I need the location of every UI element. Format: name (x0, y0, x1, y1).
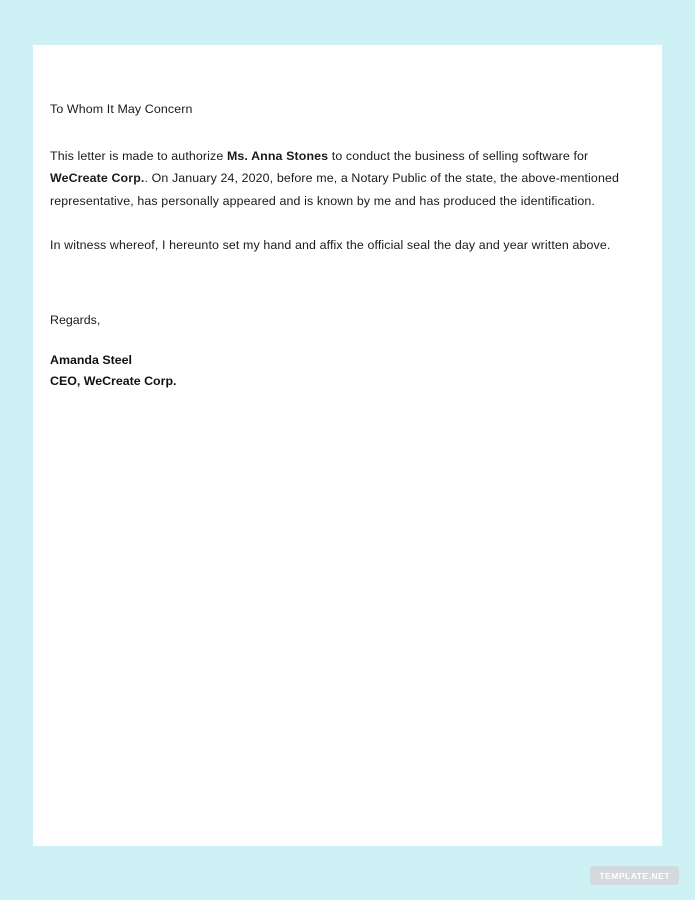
letter-paragraph-1 (50, 145, 640, 213)
letter-closing: Regards, (50, 312, 101, 327)
signer-title: CEO, WeCreate Corp. (50, 373, 177, 388)
paragraph-1-segment-3: to conduct the business of selling software for (328, 148, 589, 163)
signer-name: Amanda Steel (50, 352, 132, 367)
closing-spacer (50, 279, 640, 309)
signature-block (50, 350, 640, 392)
letter-salutation: To Whom It May Concern (50, 102, 193, 116)
letter-body (50, 98, 640, 392)
letter-paragraph-2: In witness whereof, I hereunto set my hand and affix the official seal the day and year written above. (50, 238, 611, 252)
paragraph-1-segment-5: . On January 24, 2020, before me, a Notary Public of the state, the above-mentioned representative, has personally appeared and is known by me and has produced the identification. (50, 171, 619, 208)
template-watermark: TEMPLATE.NET (590, 866, 679, 885)
document-page (33, 45, 662, 846)
company-name: WeCreate Corp. (50, 171, 145, 185)
paragraph-1-segment-1: This letter is made to authorize (50, 148, 227, 163)
authorized-person-name: Ms. Anna Stones (226, 148, 329, 163)
